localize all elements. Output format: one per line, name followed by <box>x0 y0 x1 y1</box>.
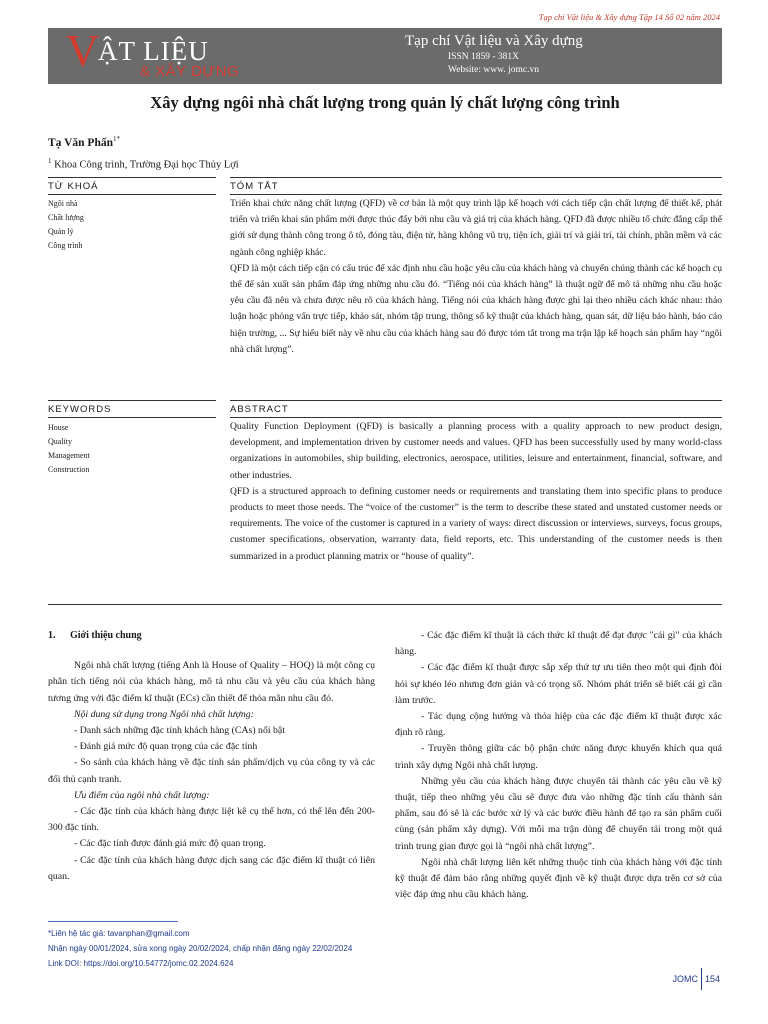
running-head: Tạp chí Vật liệu & Xây dựng Tập 14 Số 02 năm 2024 <box>538 12 720 22</box>
page-footer <box>672 968 720 990</box>
rule-abstract-en-top <box>230 400 722 401</box>
abstract-heading-vi: TÓM TẮT <box>230 181 279 192</box>
author <box>48 135 120 149</box>
abstract-heading-en: ABSTRACT <box>230 404 289 415</box>
journal-name: Tạp chí Vật liệu và Xây dựng <box>405 33 583 49</box>
abstract-paragraph: Triển khai chức năng chất lượng (QFD) về cơ bản là một quy trình lập kế hoạch với cách tiếp cận chất lượng để thiết kế, phát triển và triển khai sản phẩm mới được thúc đẩy bởi nhu cầu và giá trị của khách hàng. QFD đã được nhiều tổ chức đẳng cấp thế giới sử dụng thành công trong ô tô, đóng tàu, điện tử, hàng không vũ trụ, tiện ích, giải trí và giải trí, tài chính, phần mềm và các ngành công nghiệp khác. <box>230 198 722 258</box>
abstract-paragraph: QFD là một cách tiếp cận có cấu trúc để xác định nhu cầu hoặc yêu cầu của khách hàng và chuyển chúng thành các kế hoạch cụ thể để sản xuất sản phẩm đáp ứng những nhu cầu đó. “Tiếng nói của khách hàng” là thuật ngữ để mô tả những nhu cầu hoặc yêu cầu đã nêu và chưa được nêu rõ của khách hàng. Tiếng nói của khách hàng được ghi lại theo nhiều cách khác nhau: thảo luận hoặc phỏng vấn trực tiếp, khảo sát, nhóm tập trung, thông số kỹ thuật của khách hàng, quan sát, dữ liệu bảo hành, báo cáo hiện trường, ... Sự hiểu biết này về nhu cầu của khách hàng sau đó được tóm tắt trong ma trận lập kế hoạch sản phẩm hay “ngôi nhà chất lượng”. <box>230 262 722 355</box>
keywords-list-en <box>48 421 90 477</box>
rule-abstract-en-bottom <box>230 417 722 418</box>
journal-website[interactable]: Website: www. jomc.vn <box>448 65 539 75</box>
logo-letter-v: V <box>66 25 100 76</box>
keywords-heading-en: KEYWORDS <box>48 404 112 415</box>
body-list-item: - Đánh giá mức độ quan trọng của các đặc tính <box>74 741 258 753</box>
footnote <box>48 926 352 971</box>
page-separator <box>701 968 702 990</box>
section-number: 1. <box>48 630 56 641</box>
body-subheading: Nội dung sử dụng trong Ngôi nhà chất lượng: <box>74 708 254 720</box>
abstract-text-en <box>230 419 722 565</box>
keyword-item: House <box>48 423 69 432</box>
rule-keywords-en-bottom <box>48 417 216 418</box>
body-list-item: - Các đặc tính của khách hàng được liệt kê cụ thể hơn, có thể lên đến 200-300 đặc tính. <box>48 806 375 834</box>
body-list-item: - So sánh của khách hàng về đặc tính sản phẩm/dịch vụ của công ty và các đối thủ cạnh tranh. <box>48 757 375 785</box>
body-list-item: - Các đặc tính được đánh giá mức độ quan trọng. <box>74 838 266 850</box>
body-list-item: - Các đặc tính của khách hàng được dịch sang các đặc điểm kĩ thuật có liên quan. <box>48 854 375 882</box>
body-paragraph: Ngôi nhà chất lượng liên kết những thuộc tính của khách hàng với đặc tính kỹ thuật để đảm bảo rằng những quyết định về kỹ thuật được dựa trên cơ sở của việc đáp ứng nhu cầu khách hàng. <box>395 856 722 901</box>
author-name: Tạ Văn Phấn <box>48 136 113 149</box>
body-paragraph: Ngôi nhà chất lượng (tiếng Anh là House of Quality – HOQ) là một công cụ phân tích tiếng nói của khách hàng, mô tả nhu cầu và yêu cầu của khách hàng tương ứng với đặc điểm kĩ thuật (ECs) cần thiết để thỏa mãn nhu cầu đó. <box>48 660 375 704</box>
affiliation <box>48 157 239 171</box>
abstract-text-vi <box>230 196 722 358</box>
rule-keywords-en-top <box>48 400 216 401</box>
journal-info <box>405 31 725 77</box>
body-list-item: - Các đặc điểm kĩ thuật được sắp xếp thứ tự ưu tiên theo một qui định đòi hỏi sự khéo léo nhưng đơn giản và có trọng số. Nhóm phát triển sẽ biết cái gì cần làm trước. <box>395 662 722 706</box>
section-heading <box>48 628 375 644</box>
body-subheading: Ưu điểm của ngôi nhà chất lượng: <box>74 789 210 801</box>
paper-title: Xây dựng ngôi nhà chất lượng trong quản lý chất lượng công trình <box>150 93 620 112</box>
article-dates: Nhận ngày 00/01/2024, sửa xong ngày 20/02/2024, chấp nhận đăng ngày 22/02/2024 <box>48 944 353 953</box>
journal-logo <box>66 25 266 82</box>
body-right-column <box>395 628 722 903</box>
rule-abstract-vi-top <box>230 177 722 178</box>
corresponding-author[interactable]: *Liên hệ tác giả: tavanphan@gmail.com <box>48 929 190 938</box>
rule-keywords-vi-bottom <box>48 194 216 195</box>
rule-abstract-vi-bottom <box>230 194 722 195</box>
logo-sub-text: & XÂY DỰNG <box>140 63 240 80</box>
section-title: Giới thiệu chung <box>70 630 142 641</box>
keywords-heading-vi: TỪ KHOÁ <box>48 181 99 192</box>
body-list-item: - Các đặc điểm kĩ thuật là cách thức kĩ thuật để đạt được "cái gì" của khách hàng. <box>395 630 722 658</box>
body-list-item: - Truyền thông giữa các bộ phận chức năng được khuyến khích qua quá trình xây dựng Ngôi nhà chất lượng. <box>395 743 722 771</box>
author-sup: 1* <box>112 135 120 143</box>
keyword-item: Công trình <box>48 241 83 250</box>
keywords-list-vi <box>48 197 84 253</box>
journal-issn: ISSN 1859 - 381X <box>448 52 519 62</box>
body-left-column <box>48 628 375 885</box>
affiliation-sup: 1 <box>48 157 52 165</box>
body-paragraph: Những yêu cầu của khách hàng được chuyển tải thành các yêu cầu về kỹ thuật, tiếp theo những yêu cầu sẽ được đưa vào những đặc tính cấu thành sản phẩm, sau đó sẽ là các bước xử lý và các bước điều hành để tạo ra sản phẩm cuối cùng (sản phẩm xây dựng). Với mỗi ma trận dùng để chuyển tải trong một quá trình trung gian được gọi là “ngôi nhà chất lượng”. <box>395 775 722 852</box>
keyword-item: Chất lượng <box>48 213 84 222</box>
page-number: 154 <box>704 974 720 984</box>
keyword-item: Quality <box>48 437 72 446</box>
journal-banner <box>48 25 722 84</box>
doi-link[interactable]: Link DOI: https://doi.org/10.54772/jomc.02.2024.624 <box>48 959 234 968</box>
logo-main-text: ẬT LIỆU <box>98 36 209 66</box>
keyword-item: Quản lý <box>48 227 74 236</box>
abstract-paragraph: QFD is a structured approach to defining customer needs or requirements and translating them into specific plans to produce products to meet those needs. The “voice of the customer” is the term to describe these stated and unstated customer needs or requirements. The voice of the customer is captured in a variety of ways: direct discussion or interviews, surveys, focus groups, customer specifications, observation, warranty data, field reports, etc. This understanding of the customer needs is then summarized in a product planning matrix or “house of quality”. <box>230 485 722 562</box>
keyword-item: Construction <box>48 465 90 474</box>
section-divider <box>48 604 722 605</box>
keyword-item: Ngôi nhà <box>48 199 78 208</box>
journal-abbreviation: JOMC <box>672 974 698 984</box>
abstract-paragraph: Quality Function Deployment (QFD) is basically a planning process with a quality approach to new product design, development, and implementation driven by customer needs and values. QFD has been successfully used by many world-class organizations in automobiles, ship building, electronics, aerospace, utilities, leisure and entertainment, financial, software, and other industries. <box>230 421 722 481</box>
body-list-item: - Tác dụng cộng hưởng và thỏa hiệp của các đặc điểm kĩ thuật được xác định rõ ràng. <box>395 711 722 739</box>
rule-keywords-vi-top <box>48 177 216 178</box>
keyword-item: Management <box>48 451 90 460</box>
body-list-item: - Danh sách những đặc tính khách hàng (CAs) nổi bật <box>74 725 285 737</box>
footnote-rule <box>48 921 178 922</box>
affiliation-text: Khoa Công trình, Trường Đại học Thủy Lợi <box>51 159 239 171</box>
